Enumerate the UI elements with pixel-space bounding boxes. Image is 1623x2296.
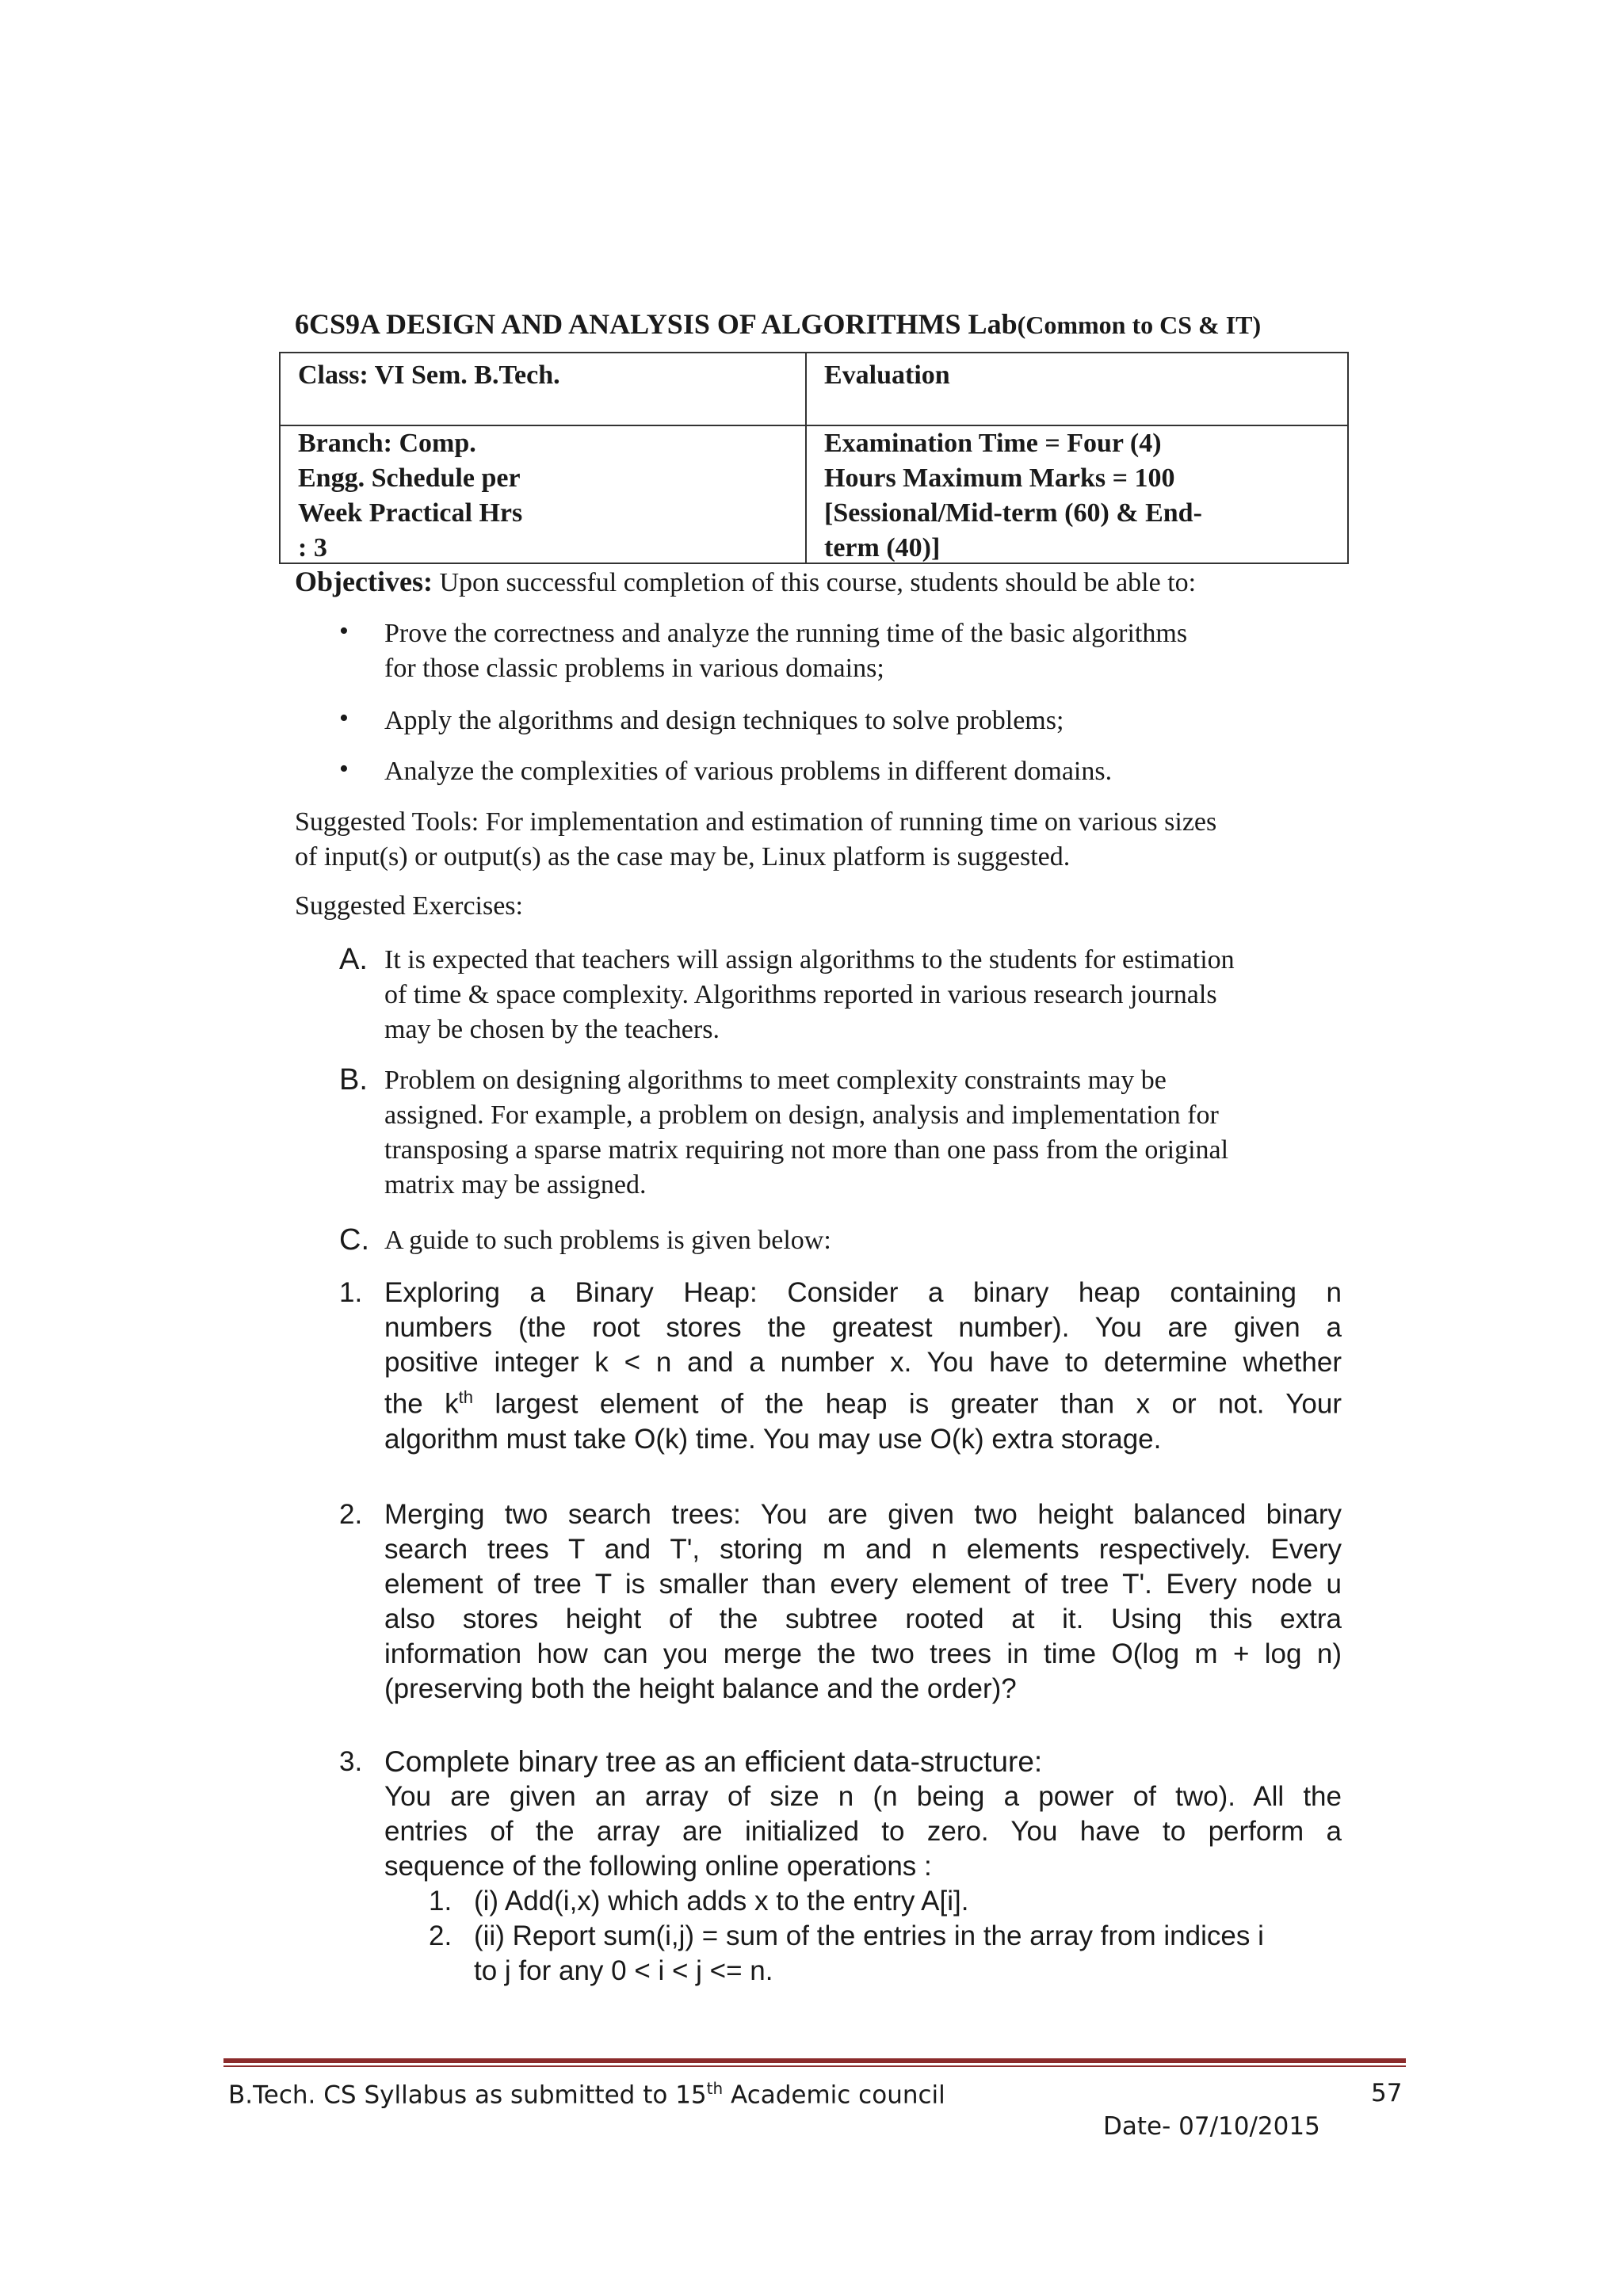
bullet-icon: •: [339, 754, 349, 784]
problem-line: information how can you merge the two trees in time O(log m + log n): [384, 1638, 1342, 1669]
exercise-line: matrix may be assigned.: [384, 1170, 647, 1199]
problem-line: search trees T and T', storing m and n elements respectively. Every: [384, 1534, 1342, 1565]
subitem-number: 2.: [429, 1920, 453, 1951]
objective-line: for those classic problems in various domains;: [384, 654, 884, 683]
problem-line: You are given an array of size n (n being a power of two). All the: [384, 1781, 1342, 1812]
problem-text: [384, 1276, 1342, 1457]
exercise-text: [384, 943, 1235, 1047]
table-line: [Sessional/Mid-term (60) & End-: [824, 498, 1202, 528]
course-title: 6CS9A DESIGN AND ANALYSIS OF ALGORITHMS Lab: [295, 308, 1018, 340]
footer-text: Academic council: [723, 2081, 945, 2110]
bullet-icon: •: [339, 704, 349, 733]
course-heading: [295, 307, 1261, 341]
problem-number: 1.: [339, 1277, 363, 1308]
problem-number: 2.: [339, 1499, 363, 1530]
objectives-text: Upon successful completion of this course, students should be able to:: [439, 568, 1197, 597]
class-cell: Class: VI Sem. B.Tech.: [298, 360, 560, 390]
exercise-line: may be chosen by the teachers.: [384, 1015, 720, 1044]
problem-text-fragment: largest element of the heap is greater than x or not. Your: [472, 1388, 1342, 1420]
problem-number: 3.: [339, 1746, 363, 1777]
problem-text: [384, 1497, 1342, 1707]
tools-line: Suggested Tools: For implementation and estimation of running time on various sizes: [295, 807, 1217, 837]
problem-line: algorithm must take O(k) time. You may use O(k) extra storage.: [384, 1423, 1162, 1455]
objective-item: Apply the algorithms and design techniques to solve problems;: [384, 706, 1064, 735]
exercise-line: transposing a sparse matrix requiring not more than one pass from the original: [384, 1135, 1229, 1165]
objective-item: [384, 616, 1187, 686]
exercise-line: assigned. For example, a problem on design, analysis and implementation for: [384, 1100, 1219, 1130]
footer-syllabus-note: [228, 2079, 945, 2109]
table-line: : 3: [298, 533, 327, 563]
suggested-exercises-label: Suggested Exercises:: [295, 891, 523, 921]
problem-line: Merging two search trees: You are given two height balanced binary: [384, 1499, 1342, 1530]
bullet-icon: •: [339, 616, 349, 646]
objective-line: Prove the correctness and analyze the running time of the basic algorithms: [384, 619, 1188, 648]
exercise-text: A guide to such problems is given below:: [384, 1226, 831, 1255]
table-line: Branch: Comp.: [298, 429, 476, 458]
table-line: Examination Time = Four (4): [824, 429, 1162, 458]
exercise-letter: A.: [339, 943, 368, 976]
footer-date: Date- 07/10/2015: [1103, 2112, 1320, 2141]
subitem-line: to j for any 0 < i < j <= n.: [474, 1955, 773, 1986]
problem-line: element of tree T is smaller than every element of tree T'. Every node u: [384, 1569, 1342, 1600]
suggested-tools: [295, 805, 1216, 875]
problem-line: positive integer k < n and a number x. You have to determine whether: [384, 1347, 1342, 1378]
problem-line: [384, 1380, 1342, 1422]
exercise-letter: C.: [339, 1223, 369, 1257]
problem-text: [384, 1745, 1342, 1884]
problem-line: (preserving both the height balance and the order)?: [384, 1673, 1017, 1704]
subitem-number: 1.: [429, 1886, 453, 1917]
table-line: Hours Maximum Marks = 100: [824, 463, 1175, 493]
subitem-line: (ii) Report sum(i,j) = sum of the entries in the array from indices i: [474, 1920, 1264, 1951]
problem-title: Complete binary tree as an efficient data-structure:: [384, 1745, 1043, 1778]
exercise-letter: B.: [339, 1063, 368, 1097]
problem-line: also stores height of the subtree rooted at it. Using this extra: [384, 1604, 1342, 1634]
objectives-label: Objectives:: [295, 566, 433, 597]
table-line: term (40)]: [824, 533, 941, 563]
tools-line: of input(s) or output(s) as the case may be, Linux platform is suggested.: [295, 842, 1071, 871]
subitem-text: (i) Add(i,x) which adds x to the entry A[i].: [474, 1886, 969, 1917]
objectives-line: [295, 564, 1196, 601]
problem-text-fragment: the k: [384, 1388, 459, 1420]
exercise-text: [384, 1063, 1228, 1203]
problem-line: entries of the array are initialized to zero. You have to perform a: [384, 1816, 1342, 1847]
footer-rule: [223, 2058, 1406, 2063]
exercise-line: It is expected that teachers will assign algorithms to the students for estimation: [384, 945, 1235, 974]
examination-cell: [824, 426, 1202, 566]
course-common-note: (Common to CS & IT): [1017, 311, 1262, 339]
subitem-text: [474, 1919, 1264, 1989]
problem-line: numbers (the root stores the greatest number). You are given a: [384, 1312, 1342, 1343]
footer-text: B.Tech. CS Syllabus as submitted to 15: [228, 2081, 707, 2110]
superscript: th: [706, 2079, 724, 2098]
table-divider-vertical: [805, 353, 807, 563]
objective-item: Analyze the complexities of various problems in different domains.: [384, 757, 1113, 786]
page-number: 57: [1371, 2079, 1403, 2107]
exercise-line: Problem on designing algorithms to meet complexity constraints may be: [384, 1066, 1167, 1095]
superscript: th: [458, 1387, 473, 1407]
table-line: Week Practical Hrs: [298, 498, 523, 528]
problem-line: sequence of the following online operations :: [384, 1851, 932, 1882]
exercise-line: of time & space complexity. Algorithms reported in various research journals: [384, 980, 1217, 1009]
problem-line: Exploring a Binary Heap: Consider a binary heap containing n: [384, 1277, 1342, 1308]
branch-schedule-cell: [298, 426, 522, 566]
course-info-table: [279, 352, 1349, 564]
evaluation-cell: Evaluation: [824, 360, 950, 390]
table-line: Engg. Schedule per: [298, 463, 521, 493]
footer-rule-thin: [223, 2065, 1406, 2067]
